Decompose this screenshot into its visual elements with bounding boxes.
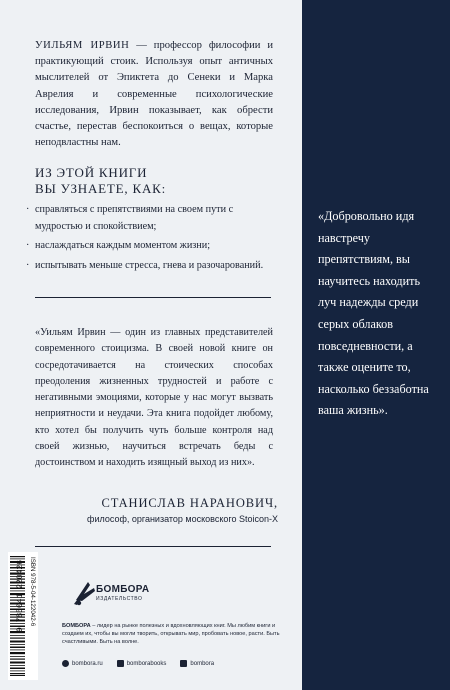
learn-title-line2: ВЫ УЗНАЕТЕ, КАК: bbox=[35, 181, 167, 196]
quote-author-role: философ, организатор московского Stoicon-X bbox=[87, 514, 278, 524]
social-link-2[interactable] bbox=[180, 660, 214, 667]
quote-author: СТАНИСЛАВ НАРАНОВИЧ, bbox=[101, 496, 278, 510]
learn-title-line1: ИЗ ЭТОЙ КНИГИ bbox=[35, 165, 148, 180]
social-label-2: bombora bbox=[190, 660, 215, 667]
divider-top bbox=[35, 297, 271, 298]
list-item: · испытывать меньше стресса, гнева и разочарований. bbox=[26, 258, 276, 275]
publisher-links bbox=[62, 660, 282, 667]
social-link-1[interactable] bbox=[117, 660, 167, 667]
divider-bottom bbox=[35, 546, 271, 547]
isbn-text: ISBN 978-5-04-122042-6 bbox=[29, 557, 36, 627]
website-link[interactable] bbox=[62, 660, 103, 667]
barcode-digits: 9 785041 220426 bbox=[16, 560, 25, 633]
list-item: · наслаждаться каждым моментом жизни; bbox=[26, 238, 276, 255]
author-intro bbox=[35, 38, 273, 151]
author-intro-text: — профессор философии и практикующий стоик. Используя опыт античных мыслителей от Эпиктета до Сенеки и Марка Аврелия и современные психологические исследования, Ирвин показывает, как обрести счастье, перестав беспокоиться о вещах, которые неподвластны нам. bbox=[35, 40, 273, 149]
social-label-1: bomborabooks bbox=[126, 660, 167, 667]
highlight-quote: «Добровольно идя навстречу препятствиям, вы научитесь находить луч надежды среди серых облаков повседневности, а также оцените то, насколько беззаботна ваша жизнь». bbox=[318, 209, 429, 418]
author-name: УИЛЬЯМ ИРВИН bbox=[35, 40, 130, 51]
publisher-description bbox=[62, 622, 282, 646]
learn-list bbox=[26, 202, 276, 277]
publisher-brand: БОМБОРА bbox=[62, 623, 91, 629]
website-label: bombora.ru bbox=[72, 660, 103, 667]
list-item: · справляться с препятствиями на своем пути с мудростью и спокойствием; bbox=[26, 202, 276, 235]
video-icon bbox=[180, 660, 187, 667]
logo-subtitle: ИЗДАТЕЛЬСТВО bbox=[96, 596, 143, 602]
globe-icon bbox=[62, 660, 69, 667]
learn-title bbox=[35, 165, 273, 197]
review-quote: «Уильям Ирвин — один из главных представителей современного стоицизма. В своей новой книге он сосредотачивается на стоических способах преодоления жизненных трудностей и работе с негативными эмоциями, которые у нас могут вызвать неприятности и неудачи. Эта книга подойдет любому, кто хотел бы получить чуть больше контроля над своей жизнью, научиться встречать беды с достоинством и находить изящный выход из них». bbox=[35, 327, 273, 469]
logo-name: БОМБОРА bbox=[96, 584, 150, 595]
publisher-text: – лидер на рынке полезных и вдохновляющих книг. Мы любим книги и создаем их, чтобы вы могли творить, открывать мир, пробовать новое, расти. Быть счастливыми. Быть на волне. bbox=[62, 623, 280, 645]
social-icon bbox=[117, 660, 124, 667]
